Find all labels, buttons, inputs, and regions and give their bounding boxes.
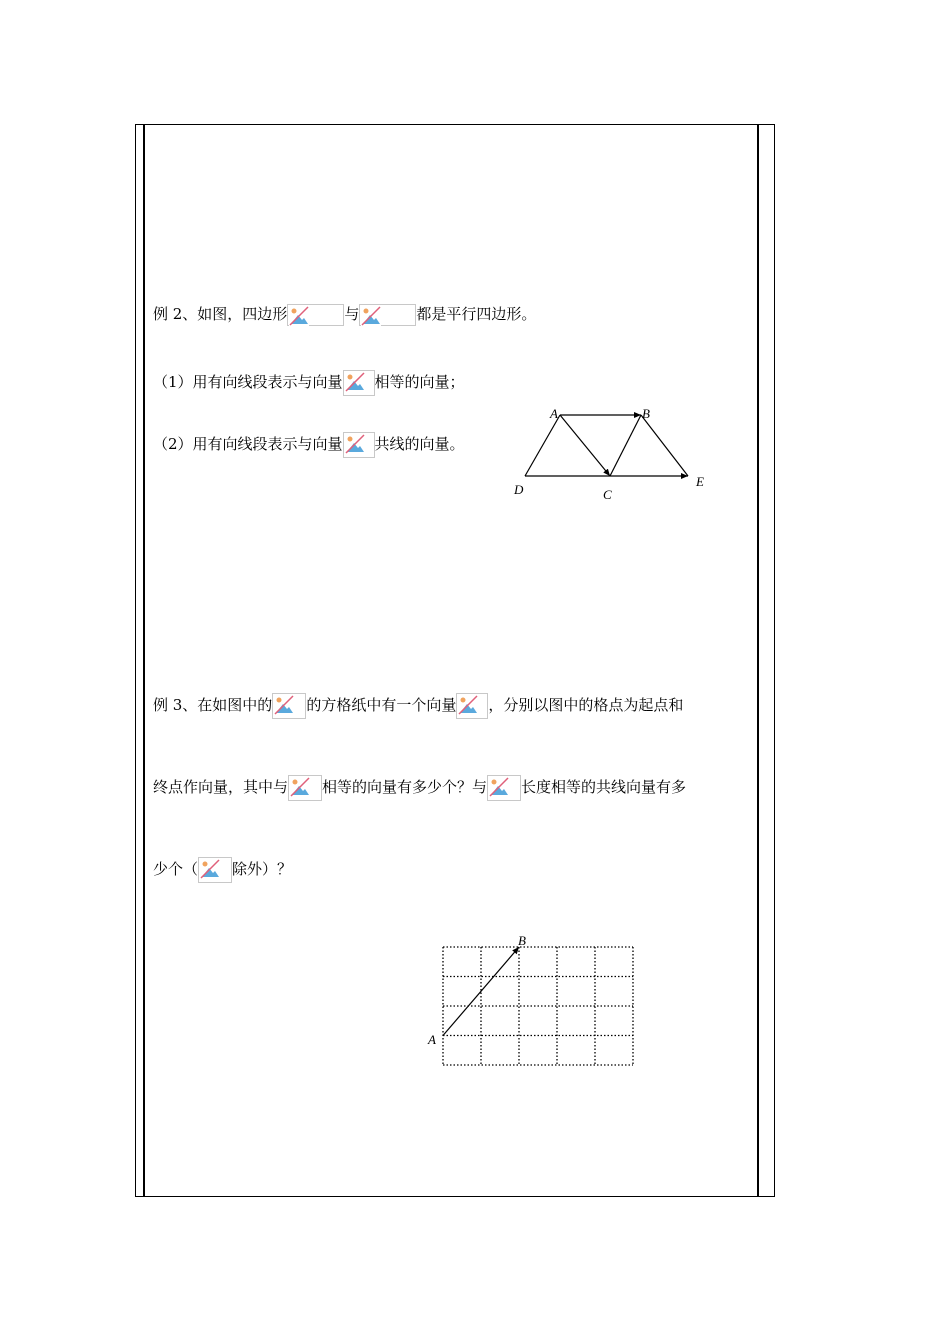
broken-image-icon	[287, 304, 344, 326]
point-label-B: B	[642, 406, 650, 421]
broken-image-icon	[343, 370, 375, 396]
ex3-statement-line-3	[153, 857, 292, 883]
ex3-text-3: ，分别以图中的格点为起点和	[488, 696, 684, 714]
grid-point-label-B: B	[518, 933, 526, 948]
ex2-question-1	[153, 370, 465, 396]
ex3-text-2: 的方格纸中有一个向量	[306, 696, 457, 714]
ex3-grid-figure	[440, 944, 640, 1070]
ex3-text-6: 长度相等的共线向量有多	[521, 778, 687, 796]
segment-DA	[525, 415, 560, 476]
left-border-line	[143, 124, 145, 1197]
ex2-statement	[153, 303, 536, 326]
ex3-statement-line-2	[153, 775, 686, 801]
ex3-text-1: 例 3、在如图中的	[153, 696, 273, 714]
vector-AB	[443, 947, 519, 1036]
point-label-C: C	[603, 487, 612, 502]
ex2-q2-text-2: 共线的向量。	[374, 435, 465, 453]
point-label-E: E	[696, 474, 704, 489]
segment-AC	[560, 415, 610, 476]
broken-image-icon	[272, 693, 306, 719]
ex2-parallelogram-figure	[510, 400, 720, 510]
right-border-line	[757, 124, 759, 1197]
ex2-q2-text-1: （2）用有向线段表示与向量	[153, 435, 343, 453]
segment-CB	[610, 415, 641, 476]
ex2-q1-text-2: 相等的向量；	[374, 373, 465, 391]
ex2-question-2	[153, 432, 465, 458]
ex3-statement-line-1	[153, 693, 683, 719]
ex3-text-4: 终点作向量，其中与	[153, 778, 289, 796]
broken-image-icon	[487, 775, 521, 801]
ex3-text-5: 相等的向量有多少个？与	[322, 778, 488, 796]
ex2-q1-text-1: （1）用有向线段表示与向量	[153, 373, 343, 391]
broken-image-icon	[343, 432, 375, 458]
segment-BE	[641, 415, 688, 476]
grid-point-label-A: A	[428, 1032, 436, 1047]
broken-image-icon	[288, 775, 322, 801]
point-label-A: A	[550, 406, 558, 421]
broken-image-icon	[359, 304, 416, 326]
broken-image-icon	[456, 693, 488, 719]
ex2-text-3: 都是平行四边形。	[416, 305, 537, 323]
broken-image-icon	[198, 857, 232, 883]
ex3-text-8: 除外）？	[232, 860, 293, 878]
point-label-D: D	[514, 482, 524, 497]
ex2-text-1: 例 2、如图，四边形	[153, 305, 288, 323]
ex3-text-7: 少个（	[153, 860, 199, 878]
ex2-text-2: 与	[344, 305, 360, 323]
